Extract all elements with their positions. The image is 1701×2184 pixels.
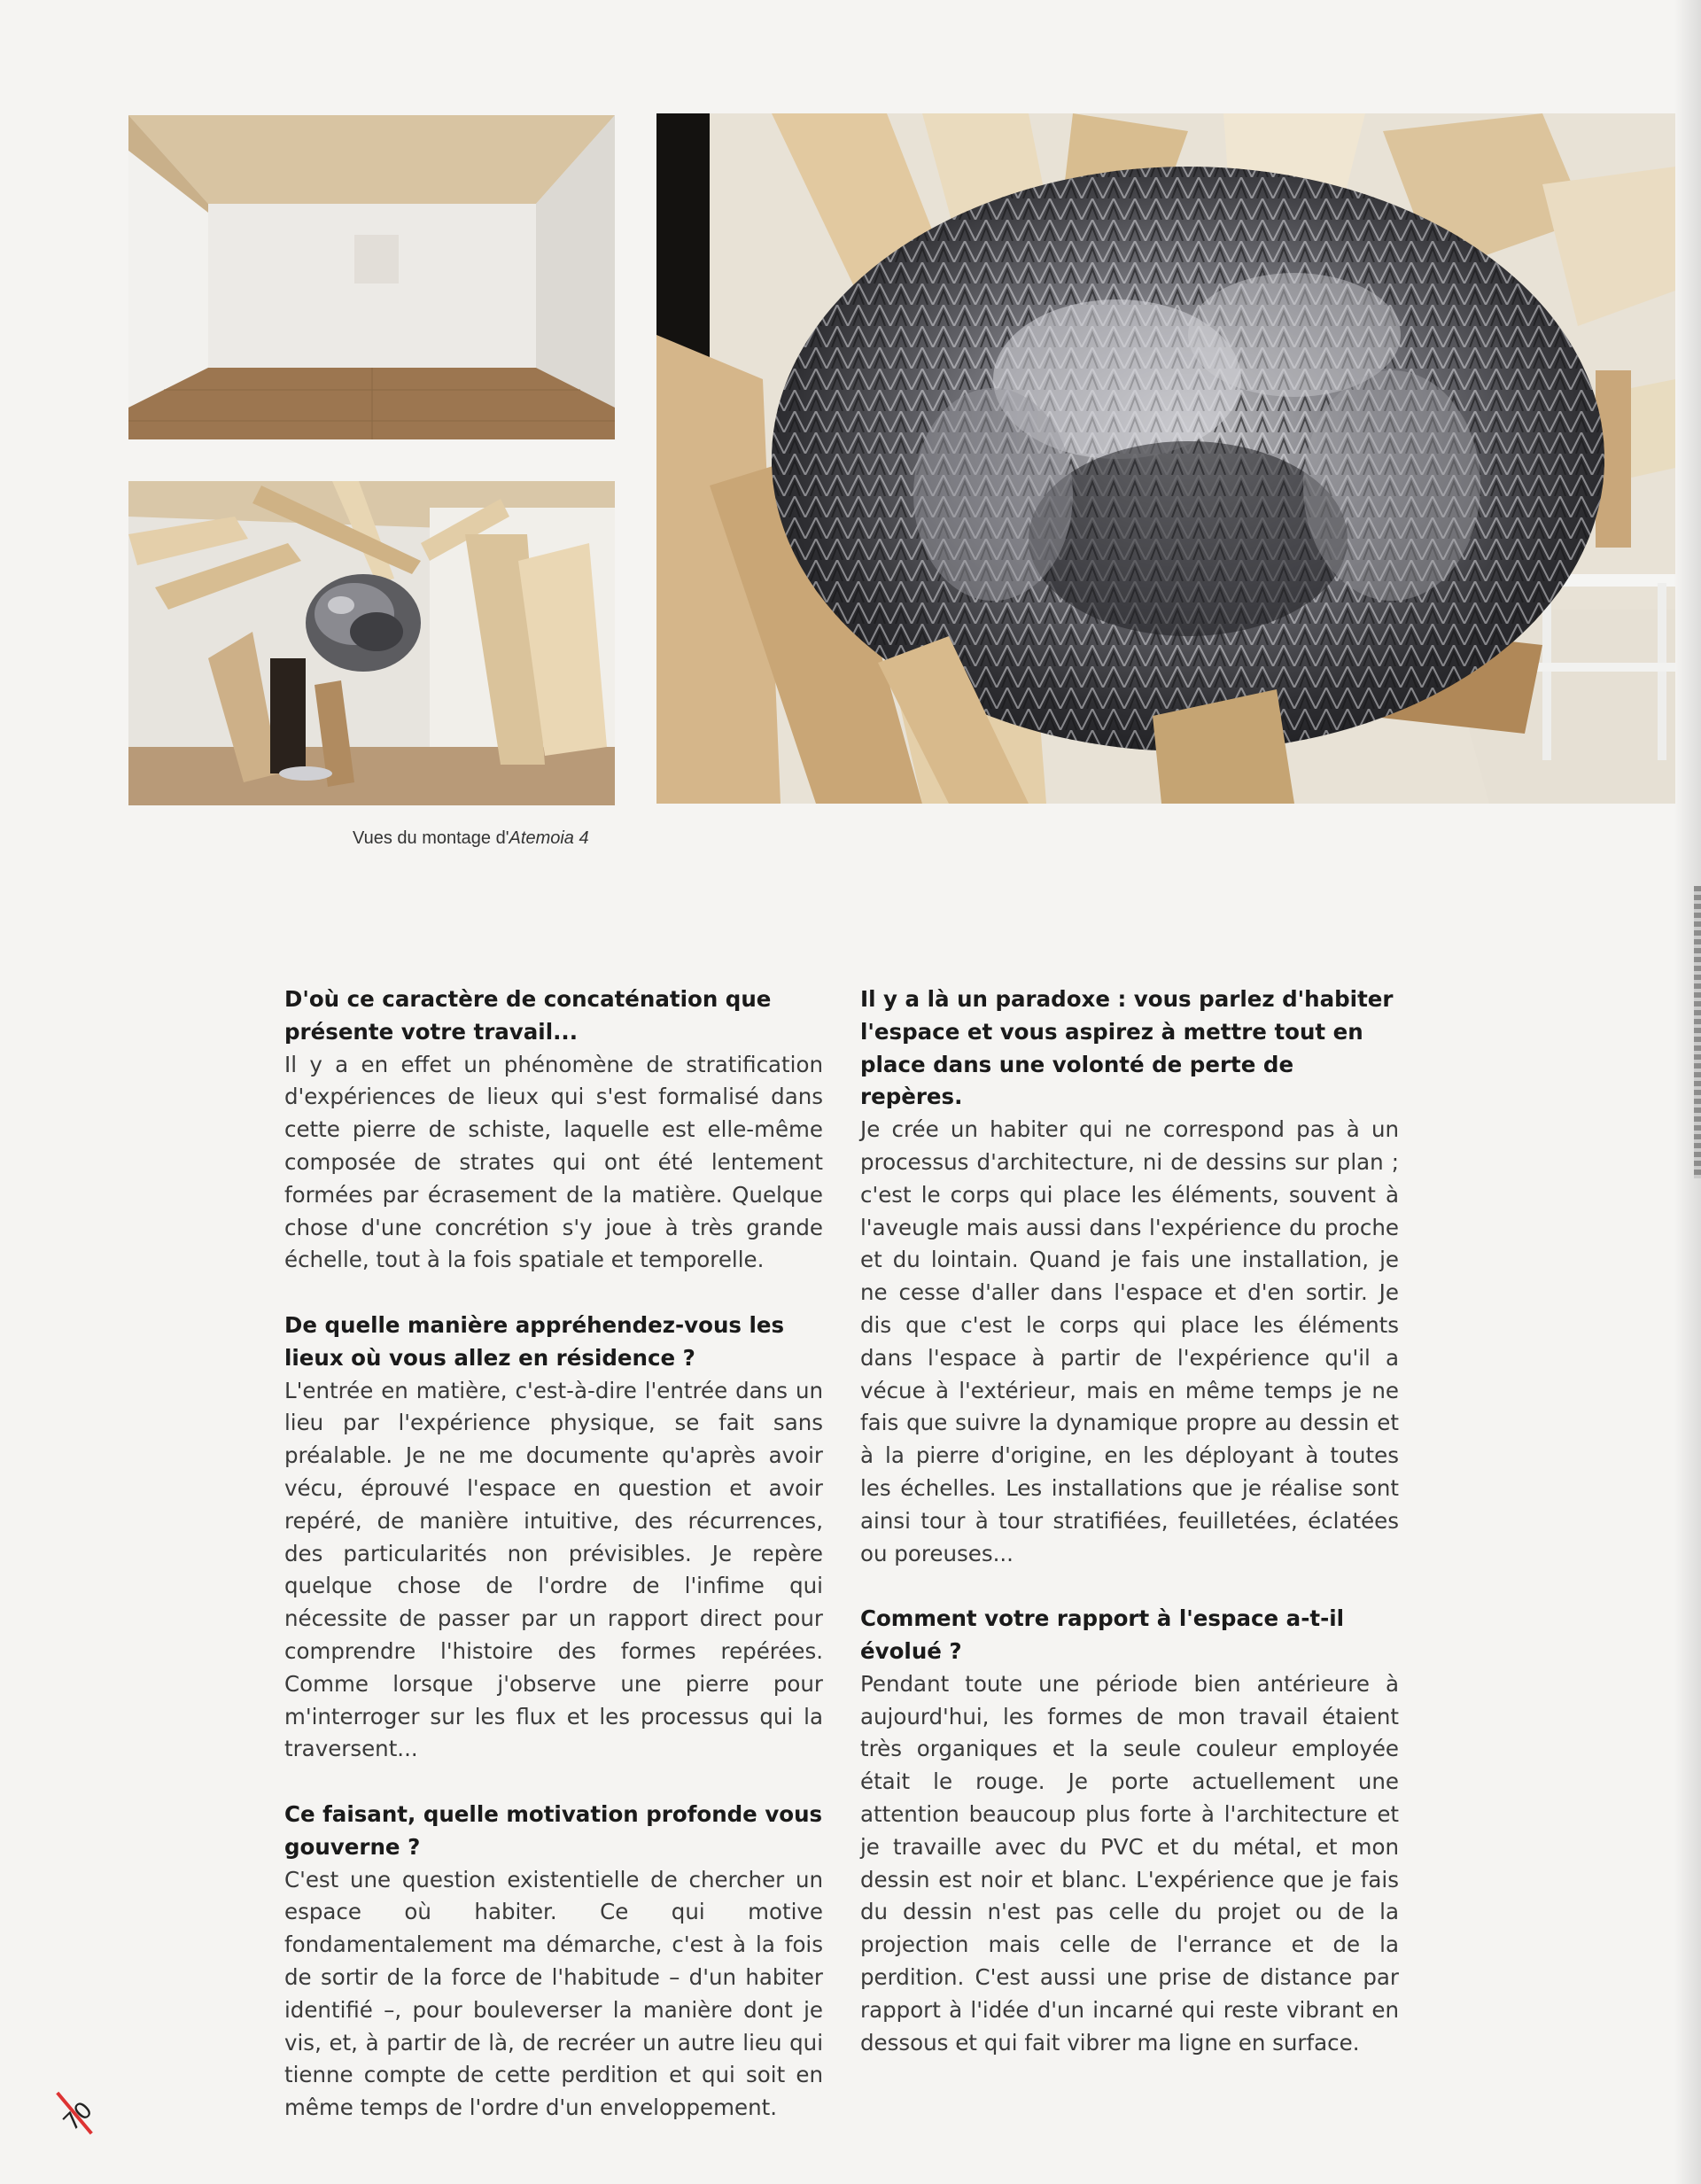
question-3: Ce faisant, quelle motivation profonde vous gouverne ? [284, 1800, 823, 1860]
caption-prefix: Vues du montage d' [353, 828, 509, 848]
answer-2: L'entrée en matière, c'est-à-dire l'entrée dans un lieu par l'expérience physique, se fait sans préalable. Je ne me documente qu'après avoir vécu, éprouvé l'espace en question et avoir repéré, de manière intuitive, des récurrences, des particularités non prévisibles. Je repère quelque chose de l'ordre de l'infime qui nécessite de passer par un rapport direct pour comprendre l'histoire des formes repérées. Comme lorsque j'observe une pierre pour m'interroger sur les flux et les processus qui la traversent... [284, 1377, 823, 1762]
installation-small-image [128, 481, 615, 805]
photo-installation-small [128, 481, 615, 805]
answer-5: Pendant toute une période bien antérieure à aujourd'hui, les formes de mon travail étaient très organiques et la seule couleur employée était le rouge. Je porte actuellement une attention beaucoup plus forte à l'architecture et je travaille avec du PVC et du métal, et mon dessin est noir et blanc. L'expérience que je fais du dessin n'est pas celle du projet ou de la projection mais celle de l'errance et de la perdition. C'est aussi une prise de distance par rapport à l'idée d'un incarné qui reste vibrant en dessous et qui fait vibrer ma ligne en surface. [860, 1670, 1399, 2056]
page-edge-strip [1694, 886, 1701, 1178]
right-column [860, 983, 1399, 2059]
installation-large-image [656, 113, 1675, 804]
caption-title: Atemoia 4 [509, 828, 589, 848]
page-number: 70 [58, 2096, 98, 2137]
question-5: Comment votre rapport à l'espace a-t-il évolué ? [860, 1605, 1345, 1664]
question-4: Il y a là un paradoxe : vous parlez d'habiter l'espace et vous aspirez à mettre tout en place dans une volonté de perte de repères. [860, 986, 1394, 1110]
photo-caption [353, 828, 707, 849]
question-2: De quelle manière appréhendez-vous les lieux où vous allez en résidence ? [284, 1311, 785, 1371]
answer-4: Je crée un habiter qui ne correspond pas à un processus d'architecture, ni de dessins sur plan ; c'est le corps qui place les éléments, souvent à l'aveugle mais aussi dans l'expérience du proche et du lointain. Quand je fais une installation, je ne cesse d'aller dans l'espace et d'en sortir. Je dis que c'est le corps qui place les éléments dans l'espace à partir de l'expérience qu'il a vécue à l'extérieur, mais en même temps je ne fais que suivre la dynamique propre au dessin et à la pierre d'origine, en les déployant à toutes les échelles. Les installations que je réalise sont ainsi tour à tour stratifiées, feuilletées, éclatées ou poreuses... [860, 1116, 1399, 1566]
answer-1: Il y a en effet un phénomène de stratification d'expériences de lieux qui s'est formalisé dans cette pierre de schiste, laquelle est elle-même composée de strates qui ont été lentement formées par écrasement de la matière. Quelque chose d'une concrétion s'y joue à très grande échelle, tout à la fois spatiale et temporelle. [284, 1051, 823, 1273]
left-column [284, 983, 823, 2125]
empty-room-image [128, 115, 615, 439]
photo-empty-room [128, 115, 615, 439]
question-1: D'où ce caractère de concaténation que présente votre travail... [284, 986, 772, 1045]
answer-3: C'est une question existentielle de chercher un espace où habiter. Ce qui motive fondamentalement ma démarche, c'est à la fois de sortir de la force de l'habitude – d'un habiter identifié –, pour bouleverser la manière dont je vis, et, à partir de là, de recréer un autre lieu qui tienne compte de cette perdition et qui soit en même temps de l'ordre d'un enveloppement. [284, 1866, 823, 2121]
photo-installation-large [656, 113, 1675, 804]
